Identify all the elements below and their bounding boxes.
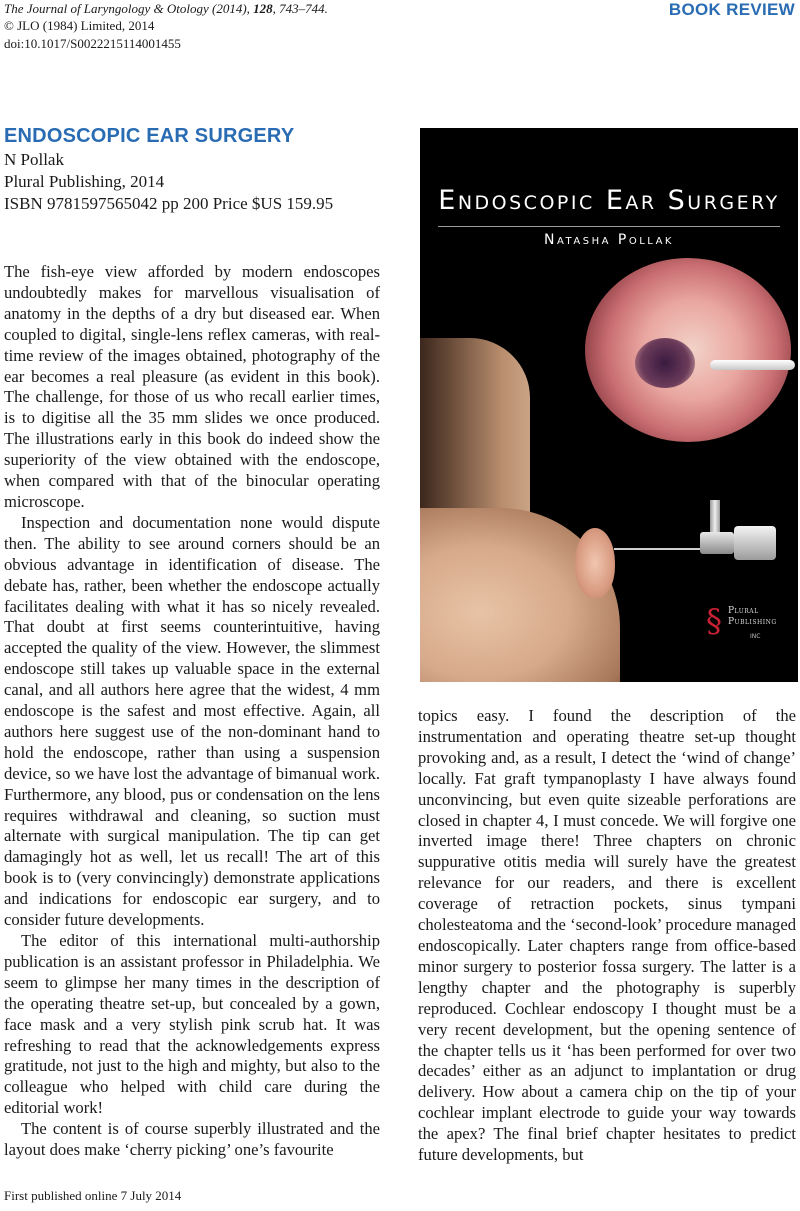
book-publisher: Plural Publishing, 2014 bbox=[4, 172, 165, 191]
cover-endoscope-eyepiece bbox=[734, 526, 776, 560]
doi-line: doi:10.1017/S0022215114001455 bbox=[4, 36, 181, 51]
section-label: BOOK REVIEW bbox=[668, 0, 795, 19]
body-paragraph: topics easy. I found the description of the instrumentation and operating theatre set-up thought provoking and, as a result, I detect the ‘wind of change’ locally. Fat graft tympanoplasty I have always found unconvincing, but even quite sizeable perforations are closed in chapter 4, I must concede. We will forgive one inverted image there! Three chapters on chronic suppurative otitis media will surely have the greatest relevance for our readers, and there is excellent coverage of retraction pockets, sinus tympani cholesteatoma and the ‘second-look’ procedure managed endoscopically. Later chapters range from office-based minor surgery to posterior fossa surgery. The latter is a lengthy chapter and the photography is superbly reproduced. Cochlear endoscopy I thought must be a very recent development, but the opening sentence of the chapter tells us it ‘has been performed for over two decades’ either as an adjunct to implantation or drug delivery. How about a camera chip on the tip of your cochlear implant electrode to guide your way towards the apex? The final brief chapter hesitates to predict future developments, but bbox=[418, 706, 796, 1165]
book-isbn: ISBN 9781597565042 pp 200 Price $US 159.95 bbox=[4, 194, 334, 213]
cover-author: Natasha Pollak bbox=[544, 232, 674, 248]
cover-publisher-suffix: INC bbox=[750, 633, 761, 640]
cover-ear-photo bbox=[575, 528, 615, 598]
cover-endoscopic-detail bbox=[635, 338, 695, 388]
cover-ventilation-tube bbox=[710, 360, 795, 370]
body-paragraph: The fish-eye view afforded by modern endoscopes undoubtedly makes for marvellous visualisation of anatomy in the depths of a dry but diseased ear. When coupled to digital, single-lens reflex cameras, with real-time review of the images obtained, photography of the ear becomes a real pleasure (as evident in this book). The challenge, for those of us who recall earlier times, is to digitise all the 35 mm slides we once produced. The illustrations early in this book do indeed show the superiority of the view obtained with the endoscope, when compared with that of the binocular operating microscope. bbox=[4, 262, 380, 511]
publisher-logo-icon: § bbox=[706, 602, 722, 640]
book-author: N Pollak bbox=[4, 150, 64, 169]
book-cover-image bbox=[420, 128, 798, 682]
journal-pages: , 743–744. bbox=[272, 1, 328, 16]
body-paragraph: The editor of this international multi-authorship publication is an assistant professor in Philadelphia. We seem to glimpse her many times in the description of the operating theatre set-up, but concealed by a gown, face mask and a very stylish pink scrub hat. It was refreshing to read that the acknowledgements express gratitude, not just to the high and mighty, but also to the colleague who helped with child care during the editorial work! bbox=[4, 931, 380, 1118]
cover-endoscope-light-post bbox=[710, 500, 720, 536]
body-paragraph: Inspection and documentation none would dispute then. The ability to see around corners should be an obvious advantage in identification of disease. The debate has, rather, been whether the endoscope actually facilitates dealing with what it has so nicely revealed. That doubt at first seems counterintuitive, having accepted the quality of the view. However, the slimmest endoscope still takes up valuable space in the external canal, and all authors here agree that the widest, 4 mm endoscope is the safest and most effective. Again, all authors here suggest use of the non-dominant hand to hold the endoscope, rather than using a suspension device, so we have lost the advantage of bimanual work. Furthermore, any blood, pus or condensation on the lens requires withdrawal and cleaning, so suction must alternate with surgical manipulation. The tip can get damagingly hot as well, let us recall! The art of this book is to (very convincingly) demonstrate applications and indications for endoscopic ear surgery, and to consider future developments. bbox=[4, 512, 380, 930]
cover-publisher-name: Plural Publishing bbox=[728, 606, 777, 627]
body-column-right bbox=[418, 706, 796, 1166]
cover-divider bbox=[438, 226, 780, 227]
body-paragraph: The content is of course superbly illustrated and the layout does make ‘cherry picking’ one’s favourite bbox=[4, 1119, 380, 1160]
cover-endoscope-body bbox=[700, 532, 734, 554]
publication-date-footer: First published online 7 July 2014 bbox=[4, 1188, 182, 1203]
copyright-line: © JLO (1984) Limited, 2014 bbox=[4, 18, 155, 33]
journal-name: The Journal of Laryngology & Otology (2014), bbox=[4, 1, 254, 16]
journal-volume: 128 bbox=[253, 1, 273, 16]
journal-citation bbox=[4, 1, 328, 17]
cover-title: Endoscopic Ear Surgery bbox=[438, 185, 780, 216]
review-title: ENDOSCOPIC EAR SURGERY bbox=[4, 125, 295, 147]
body-column-left bbox=[4, 262, 380, 1161]
